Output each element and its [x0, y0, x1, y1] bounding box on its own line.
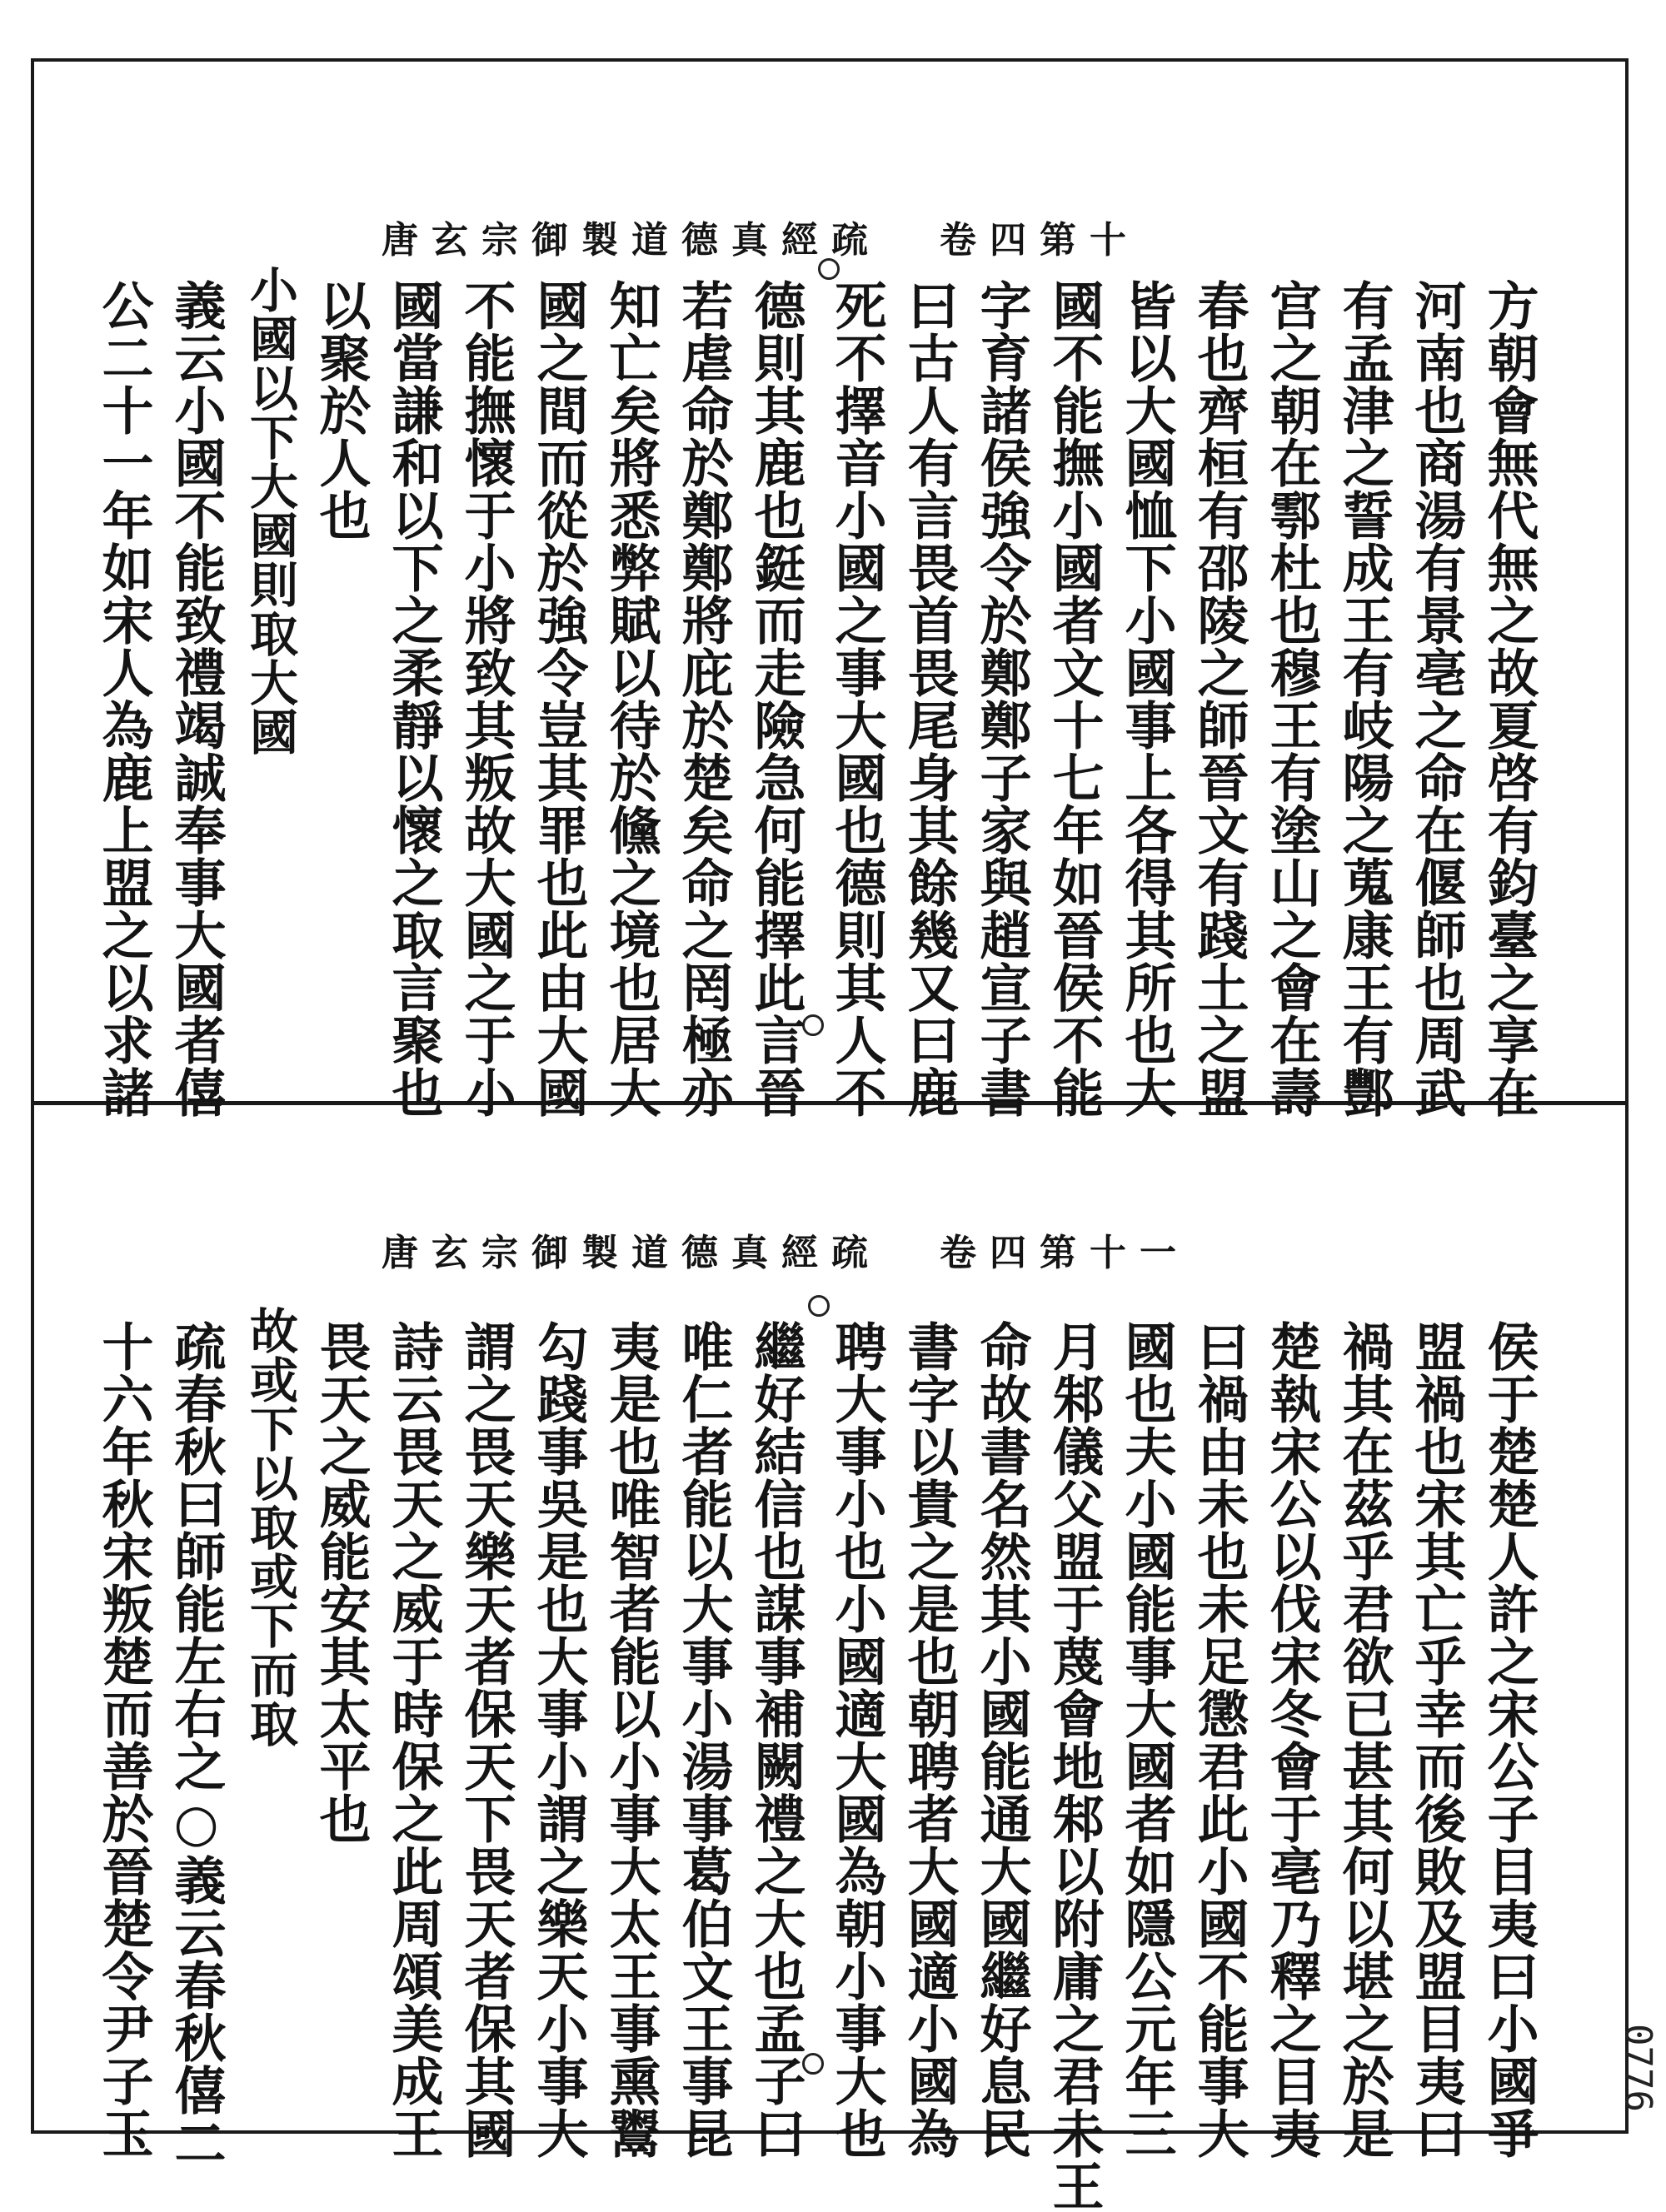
text-column: 春也齊桓有邵陵之師晉文有踐土之盟 — [1189, 279, 1250, 1118]
text-column: 書字以貴之是也朝聘者大國適小國為 — [899, 1320, 960, 2160]
text-column: 以聚於人也 — [311, 279, 372, 541]
text-column: 有孟津之誓成王有岐陽之蒐康王有酆 — [1334, 279, 1394, 1118]
panel-1-section: 卷四第十 — [940, 219, 1140, 262]
text-column: 禍其在茲乎君欲已甚其何以堪之於是 — [1334, 1320, 1394, 2160]
panel-2-header — [382, 1223, 1190, 1276]
text-column: 德則其鹿也鋌而走險急何能擇此言晉 — [746, 279, 806, 1118]
text-column: 盟禍也宋其亡乎幸而後敗及盟目夷曰 — [1406, 1320, 1467, 2160]
text-column: 知亡矣將悉弊賦以待於儵之境也居大 — [601, 279, 661, 1118]
text-column: 國之間而從於強令豈其罪也此由大國 — [528, 279, 589, 1118]
text-column: 死不擇音小國之事大國也德則其人不 — [826, 279, 887, 1118]
text-column: 侯于楚楚人許之宋公子目夷曰小國爭 — [1479, 1320, 1539, 2160]
text-column: 畏天之威能安其太平也 — [311, 1320, 372, 1845]
panel-1-title: 唐玄宗御製道德真經疏 — [382, 219, 881, 262]
text-column: 命故書名然其小國能通大國繼好息民 — [971, 1320, 1032, 2160]
text-column: 聘大事小也小國適大國為朝小事大也 — [826, 1320, 887, 2160]
text-column: 繼好結信也謀事補闕禮之大也孟子曰 — [746, 1320, 806, 2160]
text-column: 國也夫小國能事大國者如隱公元年三 — [1116, 1320, 1177, 2160]
panel-2-section: 卷四第十一 — [940, 1232, 1190, 1274]
text-column: 國不能撫小國者文十七年如晉侯不能 — [1044, 279, 1105, 1118]
text-column: 楚執宋公以伐宋冬會于亳乃釋之目夷 — [1261, 1320, 1322, 2160]
panel-1-header — [382, 210, 1140, 263]
text-column: 義云小國不能致禮竭誠奉事大國者僖 — [166, 279, 227, 1118]
page-number: 0776 — [1617, 2024, 1659, 2112]
text-column: 皆以大國恤下小國事上各得其所也大 — [1116, 279, 1177, 1118]
text-column: 詩云畏天之威于時保之此周頌美成王 — [383, 1320, 444, 2160]
text-column: 公二十一年如宋人為鹿上盟之以求諸 — [93, 279, 154, 1118]
circle-mark — [818, 258, 840, 280]
text-column: 小國以下大國則取大國 — [242, 265, 298, 756]
text-column: 宫之朝在鄠杜也穆王有塗山之會在壽 — [1261, 279, 1322, 1118]
text-column: 夷是也唯智者能以小事大太王事熏鬻 — [601, 1320, 661, 2160]
text-column: 勾踐事吳是也大事小謂之樂天小事大 — [528, 1320, 589, 2160]
text-column: 字育諸侯強令於鄭鄭子家與趙宣子書 — [971, 279, 1032, 1118]
text-column: 故或下以取或下而取 — [242, 1306, 298, 1748]
text-column: 曰禍由未也未足懲君此小國不能事大 — [1189, 1320, 1250, 2160]
text-column: 十六年秋宋叛楚而善於晉楚令尹子玉 — [93, 1320, 154, 2160]
text-column: 不能撫懷于小將致其叛故大國之于小 — [456, 279, 516, 1118]
text-column: 月邾儀父盟于蔑會地邾以附庸之君未王 — [1044, 1320, 1105, 2212]
text-column: 謂之畏天樂天者保天下畏天者保其國 — [456, 1320, 516, 2160]
text-column: 河南也商湯有景亳之命在偃師也周武 — [1406, 279, 1467, 1118]
text-column: 方朝會無代無之故夏啓有鈞臺之享在 — [1479, 279, 1539, 1118]
text-column: 唯仁者能以大事小湯事葛伯文王事昆 — [673, 1320, 734, 2160]
circle-mark — [808, 1295, 830, 1317]
panel-2-title: 唐玄宗御製道德真經疏 — [382, 1232, 881, 1274]
text-column: 疏春秋曰師能左右之○義云春秋僖二 — [166, 1320, 227, 2169]
text-column: 國當謙和以下之柔靜以懷之取言聚也 — [383, 279, 444, 1118]
text-column: 若虐命於鄭鄭將庇於楚矣命之罔極亦 — [673, 279, 734, 1118]
text-column: 曰古人有言畏首畏尾身其餘幾又曰鹿 — [899, 279, 960, 1118]
